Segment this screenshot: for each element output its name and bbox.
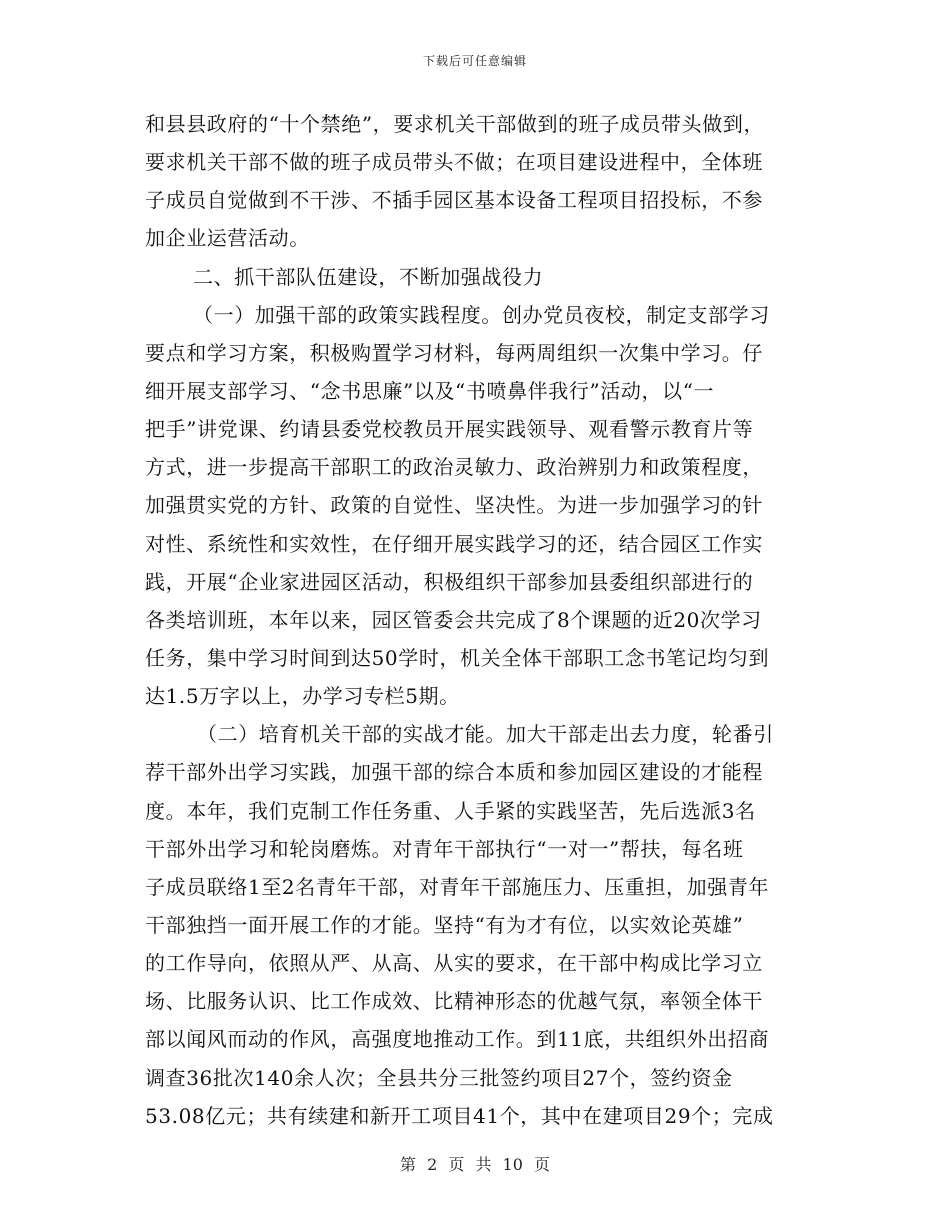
- text-line: 子成员联络1至2名青年干部，对青年干部施压力、压重担，加强青年: [145, 874, 770, 899]
- text-line: 达1.5万字以上，办学习专栏5期。: [145, 684, 460, 709]
- text-line: 干部外出学习和轮岗磨炼。对青年干部执行“一对一”帮扶，每名班: [145, 836, 744, 861]
- text-line: 要点和学习方案，积极购置学习材料，每两周组织一次集中学习。仔: [145, 340, 763, 365]
- page-number-footer: 第 2 页 共 10 页: [400, 1155, 550, 1174]
- text-line: 荐干部外出学习实践，加强干部的综合本质和参加园区建设的才能程: [145, 760, 763, 785]
- text-line: 的工作导向，依照从严、从高、从实的要求，在干部中构成比学习立: [145, 951, 763, 976]
- text-line: 调查36批次140余人次；全县共分三批签约项目27个，签约资金: [145, 1065, 733, 1090]
- subsection-heading-line: （一）加强干部的政策实践程度。创办党员夜校，制定支部学习: [193, 302, 770, 327]
- text-line: 场、比服务认识、比工作成效、比精神形态的优越气氛，率领全体干: [145, 989, 763, 1014]
- text-line: 加强贯实党的方针、政策的自觉性、坚决性。为进一步加强学习的针: [145, 493, 763, 518]
- text-line: 任务，集中学习时间到达50学时，机关全体干部职工念书笔记均匀到: [145, 645, 770, 670]
- page-header: 下载后可任意编辑: [422, 54, 527, 68]
- text-line: 部以闻风而动的作风，高强度地推动工作。到11底，共组织外出招商: [145, 1027, 770, 1052]
- text-line: 践，开展“企业家进园区活动，积极组织干部参加县委组织部进行的: [145, 569, 754, 594]
- text-line: 子成员自觉做到不干涉、不插手园区基本设备工程项目招投标，不参: [145, 188, 763, 213]
- text-line: 加企业运营活动。: [145, 226, 310, 251]
- subsection-heading-line: （二）培育机关干部的实战才能。加大干部走出去力度，轮番引: [197, 722, 774, 747]
- text-line: 细开展支部学习、“念书思廉”以及“书喷鼻伴我行”活动，以“一: [145, 378, 715, 403]
- text-line: 53.08亿元；共有续建和新开工项目41个，其中在建项目29个；完成: [145, 1103, 774, 1128]
- document-body: [145, 105, 815, 1135]
- text-line: 各类培训班，本年以来，园区管委会共完成了8个课题的近20次学习: [145, 607, 762, 632]
- text-line: 和县县政府的“十个禁绝”，要求机关干部做到的班子成员带头做到，: [145, 112, 765, 136]
- section-heading: 二、抓干部队伍建设，不断加强战役力: [193, 264, 544, 289]
- text-line: 要求机关干部不做的班子成员带头不做；在项目建设进程中，全体班: [145, 150, 763, 175]
- text-line: 方式，进一步提高干部职工的政治灵敏力、政治辨别力和政策程度，: [145, 455, 763, 480]
- text-line: 度。本年，我们克制工作任务重、人手紧的实践坚苦，先后选派3名: [145, 798, 756, 823]
- text-line: 干部独挡一面开展工作的才能。坚持“有为才有位，以实效论英雄”: [145, 912, 744, 937]
- text-line: 对性、系统性和实效性，在仔细开展实践学习的还，结合园区工作实: [145, 531, 763, 556]
- text-line: 把手”讲党课、约请县委党校教员开展实践领导、观看警示教育片等: [145, 417, 754, 442]
